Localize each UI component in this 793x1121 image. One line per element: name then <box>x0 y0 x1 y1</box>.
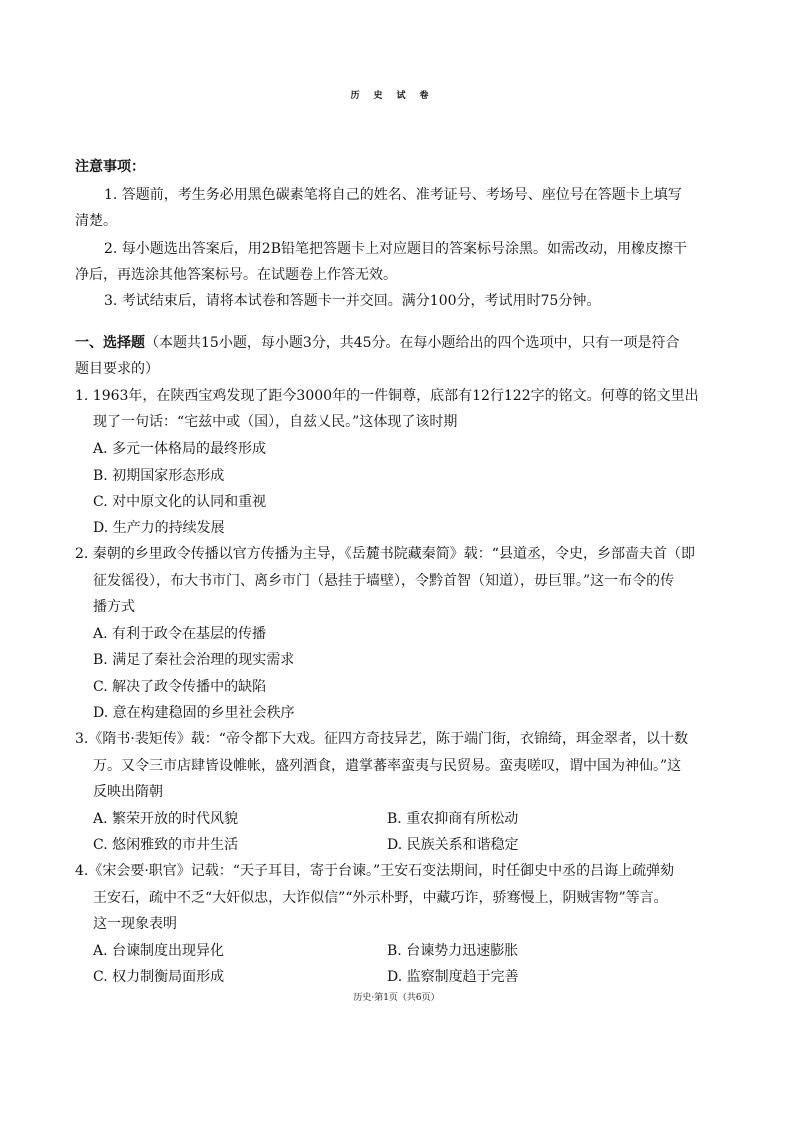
section-description-cont: 题目要求的） <box>75 361 159 377</box>
question-2-stem-cont: 征发徭役），布大书市门、离乡市门（悬挂于墙壁），令黔首智（知道），毋巨罪。”这一布令的传 <box>93 573 675 589</box>
question-4-option-d: D. 监察制度趋于完善 <box>387 969 519 985</box>
notice-item-1: 1. 答题前，考生务必用黑色碳素笔将自己的姓名、准考证号、考场号、座位号在答题卡上填写 <box>104 187 682 203</box>
question-1-option-d: D. 生产力的持续发展 <box>93 520 225 536</box>
question-4-stem-cont: 这一现象表明 <box>93 916 177 932</box>
question-3-stem-cont: 反映出隋朝 <box>93 784 163 800</box>
section-heading-line <box>75 336 680 350</box>
question-2-option-c: C. 解决了政令传播中的缺陷 <box>93 679 267 695</box>
question-4-option-c: C. 权力制衡局面形成 <box>93 969 225 985</box>
question-3-option-a: A. 繁荣开放的时代风貌 <box>93 811 239 827</box>
question-2-stem: 2. 秦朝的乡里政令传播以官方传播为主导，《岳麓书院藏秦简》载：“县道丞，令史，乡部啬夫首（即 <box>75 546 695 562</box>
notice-item-3: 3. 考试结束后，请将本试卷和答题卡一并交回。满分100分，考试用时75分钟。 <box>104 293 601 309</box>
question-1-stem-cont: 现了一句话：“宅兹中或（国），自兹乂民。”这体现了该时期 <box>93 414 458 430</box>
question-4-stem-cont: 王安石，疏中不乏“大奸似忠，大诈似信”“外示朴野，中藏巧诈，骄骞慢上，阴贼害物”等言。 <box>93 890 668 906</box>
notice-heading: 注意事项： <box>75 159 145 175</box>
question-2-option-d: D. 意在构建稳固的乡里社会秩序 <box>93 705 295 721</box>
section-description: （本题共15小题，每小题3分，共45分。在每小题给出的四个选项中，只有一项是符合 <box>145 335 680 351</box>
question-2-option-b: B. 满足了秦社会治理的现实需求 <box>93 652 295 668</box>
question-3-stem: 3.《隋书·裴矩传》载：“帝令都下大戏。征四方奇技异艺，陈于端门街，衣锦绮，珥金翠者，以十数 <box>75 731 688 747</box>
notice-item-2-cont: 净后，再选涂其他答案标号。在试题卷上作答无效。 <box>75 267 397 283</box>
question-3-option-d: D. 民族关系和谐稳定 <box>387 837 519 853</box>
notice-item-2: 2. 每小题选出答案后，用2B铅笔把答题卡上对应题目的答案标号涂黑。如需改动，用橡皮擦干 <box>104 241 688 257</box>
question-3-option-b: B. 重农抑商有所松动 <box>387 811 519 827</box>
question-1-stem: 1. 1963年，在陕西宝鸡发现了距今3000年的一件铜尊，底部有12行122字的铭文。何尊的铭文里出 <box>75 388 699 404</box>
question-3-option-c: C. 悠闲雅致的市井生活 <box>93 837 239 853</box>
question-3-stem-cont: 万。又令三市店肆皆设帷帐，盛列酒食，遣掌蕃率蛮夷与民贸易。蛮夷嗟叹，谓中国为神仙。”这 <box>93 758 682 774</box>
notice-item-1-cont: 清楚。 <box>75 213 117 229</box>
question-2-stem-cont: 播方式 <box>93 599 135 615</box>
page-footer: 历史·第1页（共6页） <box>353 993 440 1003</box>
question-4-option-a: A. 台谏制度出现异化 <box>93 943 225 959</box>
question-2-option-a: A. 有利于政令在基层的传播 <box>93 626 267 642</box>
section-heading: 一、选择题 <box>75 335 145 351</box>
question-1-option-b: B. 初期国家形态形成 <box>93 468 225 484</box>
question-1-option-a: A. 多元一体格局的最终形成 <box>93 441 267 457</box>
question-1-option-c: C. 对中原文化的认同和重视 <box>93 494 267 510</box>
question-4-stem: 4.《宋会要·职官》记载：“天子耳目，寄于台谏。”王安石变法期间，时任御史中丞的吕诲上疏弹劾 <box>75 863 675 879</box>
question-4-option-b: B. 台谏势力迅速膨胀 <box>387 943 519 959</box>
page-title: 历史试卷 <box>350 91 443 101</box>
